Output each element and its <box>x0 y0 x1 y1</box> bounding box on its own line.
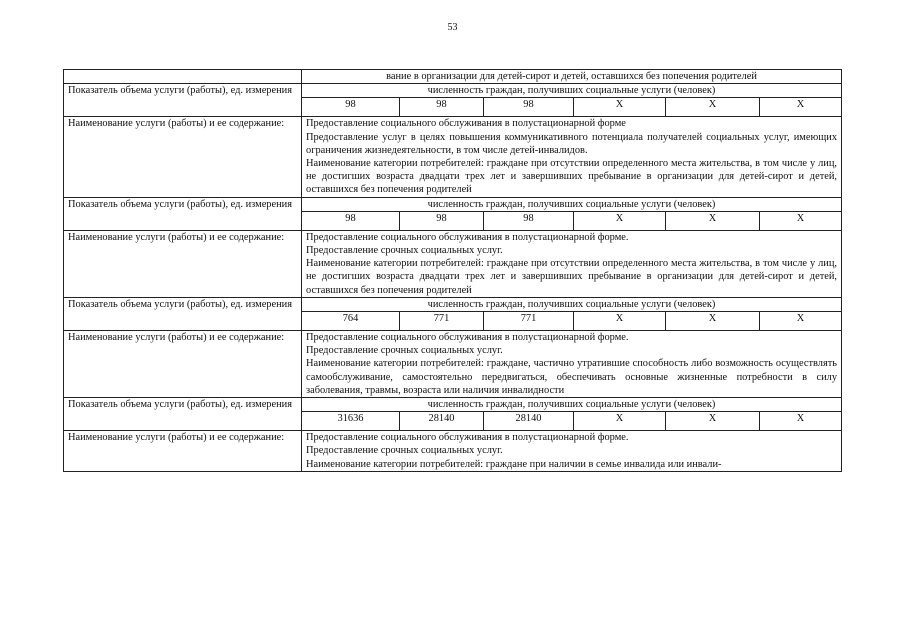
service-description <box>302 431 842 472</box>
description-line: Предоставление социального обслуживания в полустационарной форме. <box>306 432 629 444</box>
service-row <box>64 230 842 297</box>
volume-unit: численность граждан, получивших социальные услуги (человек) <box>302 398 842 412</box>
volume-value-cell: 28140 <box>484 412 574 431</box>
volume-value-cell: 98 <box>484 98 574 117</box>
description-line: Предоставление услуг в целях повышения коммуникативного потенциала получателей социальных услуг, имеющих ограничения жизнедеятельности, в том числе детей-инвалидов. <box>306 131 838 156</box>
volume-value-cell: 28140 <box>400 412 484 431</box>
volume-value-cell: 98 <box>400 211 484 230</box>
volume-unit-row <box>64 398 842 412</box>
service-row <box>64 117 842 197</box>
service-name-label: Наименование услуги (работы) и ее содержание: <box>64 431 302 472</box>
volume-label: Показатель объема услуги (работы), ед. измерения <box>64 84 302 117</box>
service-row <box>64 431 842 472</box>
volume-value-cell: Х <box>574 412 666 431</box>
volume-value-cell: 31636 <box>302 412 400 431</box>
services-table <box>63 69 842 472</box>
volume-unit-row <box>64 197 842 211</box>
header-row <box>64 70 842 84</box>
header-text: вание в организации для детей-сирот и детей, оставшихся без попечения родителей <box>302 70 842 84</box>
page-number: 53 <box>447 22 458 33</box>
description-line: Предоставление срочных социальных услуг. <box>306 345 503 357</box>
volume-value-cell: Х <box>760 98 842 117</box>
volume-value-cell: Х <box>760 412 842 431</box>
service-description <box>302 331 842 398</box>
description-line: Наименование категории потребителей: граждане при отсутствии определенного места жительства, в том числе у лиц, не достигших возраста двадцати трех лет и завершивших пребывание в организации для детей-сирот и детей, оставшихся без попечения родителей <box>306 258 838 296</box>
volume-label: Показатель объема услуги (работы), ед. измерения <box>64 398 302 431</box>
volume-unit-row <box>64 297 842 311</box>
service-description <box>302 117 842 197</box>
description-line: Наименование категории потребителей: граждане, частично утратившие способность либо возможность осуществлять самообслуживание, самостоятельно передвигаться, обеспечивать основные жизненные потребности в силу заболевания, травмы, возраста или наличия инвалидности <box>306 358 838 396</box>
volume-value-cell: Х <box>574 98 666 117</box>
volume-value-cell: Х <box>666 98 760 117</box>
volume-value-cell: 98 <box>400 98 484 117</box>
volume-unit: численность граждан, получивших социальные услуги (человек) <box>302 197 842 211</box>
service-name-label: Наименование услуги (работы) и ее содержание: <box>64 331 302 398</box>
volume-label: Показатель объема услуги (работы), ед. измерения <box>64 197 302 230</box>
service-row <box>64 331 842 398</box>
description-line: Предоставление срочных социальных услуг. <box>306 245 503 257</box>
service-description <box>302 230 842 297</box>
volume-value-cell: Х <box>666 312 760 331</box>
header-left-cell <box>64 70 302 84</box>
description-line: Предоставление социального обслуживания в полустационарной форме. <box>306 332 629 344</box>
service-name-label: Наименование услуги (работы) и ее содержание: <box>64 230 302 297</box>
volume-value-cell: Х <box>574 211 666 230</box>
description-line: Предоставление срочных социальных услуг. <box>306 445 503 457</box>
volume-value-cell: 764 <box>302 312 400 331</box>
volume-unit: численность граждан, получивших социальные услуги (человек) <box>302 297 842 311</box>
description-line: Предоставление социального обслуживания в полустационарной форме. <box>306 231 629 243</box>
volume-value-cell: Х <box>666 412 760 431</box>
volume-label: Показатель объема услуги (работы), ед. измерения <box>64 297 302 330</box>
volume-unit: численность граждан, получивших социальные услуги (человек) <box>302 84 842 98</box>
description-line: Предоставление социального обслуживания в полустационарной форме <box>306 118 626 130</box>
volume-value-cell: 98 <box>302 211 400 230</box>
volume-value-cell: Х <box>574 312 666 331</box>
volume-value-cell: 771 <box>484 312 574 331</box>
description-line: Наименование категории потребителей: граждане при наличии в семье инвалида или инвали- <box>306 458 722 470</box>
volume-value-cell: 771 <box>400 312 484 331</box>
service-name-label: Наименование услуги (работы) и ее содержание: <box>64 117 302 197</box>
volume-value-cell: 98 <box>302 98 400 117</box>
volume-value-cell: Х <box>666 211 760 230</box>
volume-unit-row <box>64 84 842 98</box>
volume-value-cell: 98 <box>484 211 574 230</box>
volume-value-cell: Х <box>760 211 842 230</box>
description-line: Наименование категории потребителей: граждане при отсутствии определенного места жительства, в том числе у лиц, не достигших возраста двадцати трех лет и завершивших пребывание в организации для детей-сирот и детей, оставшихся без попечения родителей <box>306 158 838 196</box>
volume-value-cell: Х <box>760 312 842 331</box>
